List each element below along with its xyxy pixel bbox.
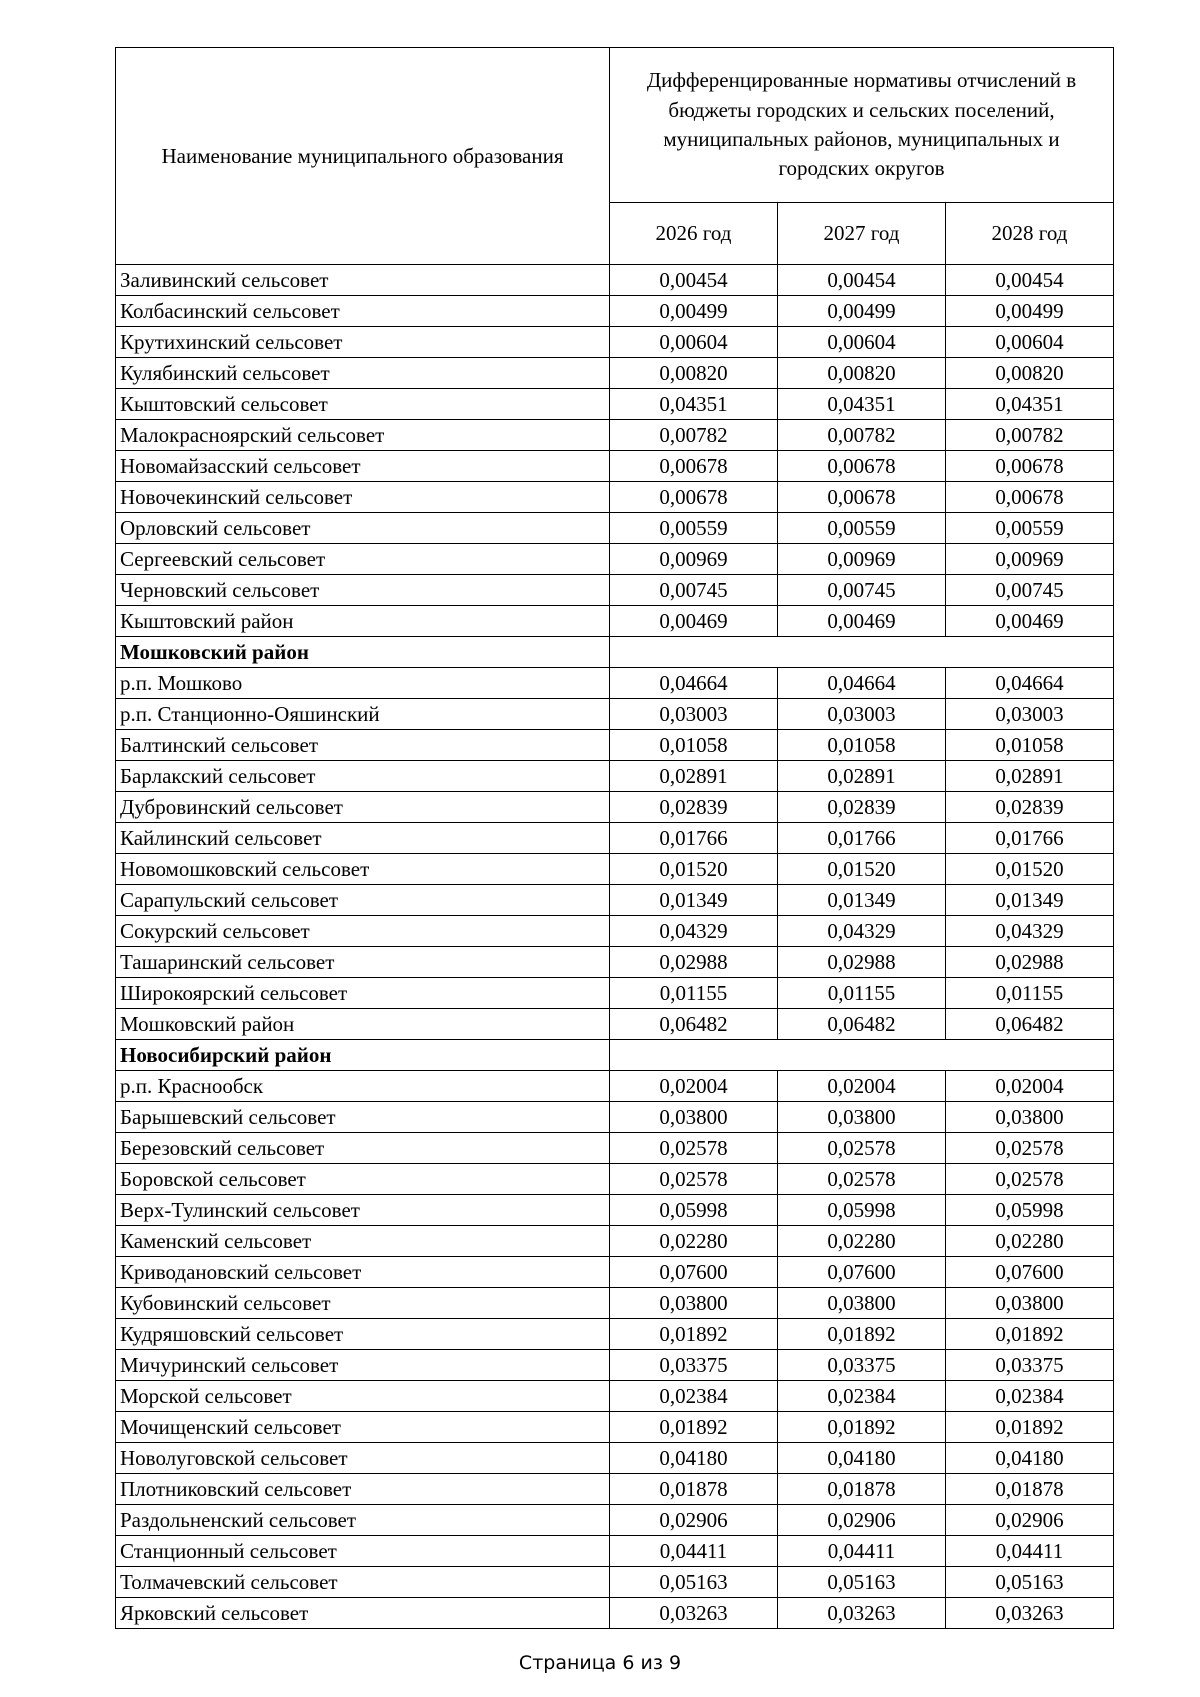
norm-value-cell: 0,02578 xyxy=(778,1164,946,1195)
header-municipality-name: Наименование муниципального образования xyxy=(116,48,610,265)
norm-value-cell: 0,01878 xyxy=(946,1474,1114,1505)
norm-value-cell: 0,01349 xyxy=(610,885,778,916)
norm-value-cell: 0,07600 xyxy=(778,1257,946,1288)
norm-value-cell: 0,01155 xyxy=(778,978,946,1009)
table-row xyxy=(116,854,1114,885)
norm-value-cell: 0,04329 xyxy=(610,916,778,947)
page-number: Страница 6 из 9 xyxy=(518,1652,682,1674)
municipality-name-cell: Балтинский сельсовет xyxy=(116,730,610,761)
norm-value-cell: 0,00678 xyxy=(946,482,1114,513)
norm-value-cell: 0,03375 xyxy=(610,1350,778,1381)
norm-value-cell: 0,04329 xyxy=(946,916,1114,947)
norm-value-cell: 0,03263 xyxy=(610,1598,778,1629)
section-header-row xyxy=(116,637,1114,668)
section-title: Мошковский район xyxy=(116,637,610,668)
norm-value-cell: 0,04329 xyxy=(778,916,946,947)
norm-value-cell: 0,00678 xyxy=(778,482,946,513)
norm-value-cell: 0,04664 xyxy=(610,668,778,699)
norm-value-cell: 0,02839 xyxy=(946,792,1114,823)
norm-value-cell: 0,01766 xyxy=(946,823,1114,854)
norm-value-cell: 0,01520 xyxy=(946,854,1114,885)
norm-value-cell: 0,02988 xyxy=(610,947,778,978)
norm-value-cell: 0,00559 xyxy=(778,513,946,544)
municipality-name-cell: Кудряшовский сельсовет xyxy=(116,1319,610,1350)
norm-value-cell: 0,01878 xyxy=(778,1474,946,1505)
norm-value-cell: 0,04180 xyxy=(610,1443,778,1474)
norm-value-cell: 0,00782 xyxy=(946,420,1114,451)
municipality-name-cell: Заливинский сельсовет xyxy=(116,265,610,296)
table-row xyxy=(116,327,1114,358)
norm-value-cell: 0,02839 xyxy=(610,792,778,823)
municipality-name-cell: Малокрасноярский сельсовет xyxy=(116,420,610,451)
norm-value-cell: 0,00469 xyxy=(610,606,778,637)
norm-value-cell: 0,01766 xyxy=(778,823,946,854)
municipality-name-cell: Морской сельсовет xyxy=(116,1381,610,1412)
header-year-2027: 2027 год xyxy=(778,203,946,265)
norm-value-cell: 0,00454 xyxy=(778,265,946,296)
table-row xyxy=(116,296,1114,327)
table-row xyxy=(116,823,1114,854)
municipality-name-cell: Дубровинский сельсовет xyxy=(116,792,610,823)
table-row xyxy=(116,1288,1114,1319)
table-row xyxy=(116,482,1114,513)
norm-value-cell: 0,00499 xyxy=(610,296,778,327)
norm-value-cell: 0,00969 xyxy=(610,544,778,575)
norm-value-cell: 0,04180 xyxy=(946,1443,1114,1474)
norm-value-cell: 0,01892 xyxy=(778,1412,946,1443)
table-row xyxy=(116,1164,1114,1195)
table-row xyxy=(116,265,1114,296)
norm-value-cell: 0,03263 xyxy=(778,1598,946,1629)
municipality-name-cell: Толмачевский сельсовет xyxy=(116,1567,610,1598)
table-row xyxy=(116,1195,1114,1226)
municipality-name-cell: Кыштовский район xyxy=(116,606,610,637)
norm-value-cell: 0,03263 xyxy=(946,1598,1114,1629)
norm-value-cell: 0,02578 xyxy=(778,1133,946,1164)
municipality-name-cell: Крутихинский сельсовет xyxy=(116,327,610,358)
table-row xyxy=(116,978,1114,1009)
norm-value-cell: 0,00745 xyxy=(946,575,1114,606)
norm-value-cell: 0,00745 xyxy=(778,575,946,606)
table-row xyxy=(116,1443,1114,1474)
norm-value-cell: 0,04411 xyxy=(610,1536,778,1567)
norm-value-cell: 0,00782 xyxy=(778,420,946,451)
norm-value-cell: 0,00820 xyxy=(778,358,946,389)
norm-value-cell: 0,06482 xyxy=(778,1009,946,1040)
municipality-name-cell: Боровской сельсовет xyxy=(116,1164,610,1195)
norm-value-cell: 0,00559 xyxy=(946,513,1114,544)
norm-value-cell: 0,02578 xyxy=(946,1164,1114,1195)
table-row xyxy=(116,389,1114,420)
norm-value-cell: 0,00745 xyxy=(610,575,778,606)
table-row xyxy=(116,1598,1114,1629)
table-row xyxy=(116,916,1114,947)
table-row xyxy=(116,1133,1114,1164)
norm-value-cell: 0,01892 xyxy=(778,1319,946,1350)
norm-value-cell: 0,05163 xyxy=(946,1567,1114,1598)
norm-value-cell: 0,05163 xyxy=(778,1567,946,1598)
norm-value-cell: 0,01520 xyxy=(778,854,946,885)
allocation-norms-table xyxy=(115,47,1114,1629)
municipality-name-cell: Ярковский сельсовет xyxy=(116,1598,610,1629)
norm-value-cell: 0,02004 xyxy=(946,1071,1114,1102)
municipality-name-cell: Мочищенский сельсовет xyxy=(116,1412,610,1443)
header-year-2028: 2028 год xyxy=(946,203,1114,265)
norm-value-cell: 0,01058 xyxy=(778,730,946,761)
norm-value-cell: 0,02988 xyxy=(946,947,1114,978)
norm-value-cell: 0,02384 xyxy=(778,1381,946,1412)
norm-value-cell: 0,00604 xyxy=(610,327,778,358)
norm-value-cell: 0,01155 xyxy=(610,978,778,1009)
municipality-name-cell: Широкоярский сельсовет xyxy=(116,978,610,1009)
norm-value-cell: 0,03800 xyxy=(778,1102,946,1133)
table-row xyxy=(116,761,1114,792)
norm-value-cell: 0,02839 xyxy=(778,792,946,823)
table-row xyxy=(116,792,1114,823)
municipality-name-cell: р.п. Мошково xyxy=(116,668,610,699)
norm-value-cell: 0,04411 xyxy=(946,1536,1114,1567)
norm-value-cell: 0,00678 xyxy=(946,451,1114,482)
norm-value-cell: 0,01058 xyxy=(610,730,778,761)
municipality-name-cell: Криводановский сельсовет xyxy=(116,1257,610,1288)
norm-value-cell: 0,00969 xyxy=(946,544,1114,575)
norm-value-cell: 0,02384 xyxy=(610,1381,778,1412)
norm-value-cell: 0,01892 xyxy=(610,1412,778,1443)
section-header-row xyxy=(116,1040,1114,1071)
table-row xyxy=(116,575,1114,606)
norm-value-cell: 0,06482 xyxy=(610,1009,778,1040)
norm-value-cell: 0,03800 xyxy=(610,1102,778,1133)
table-row xyxy=(116,1536,1114,1567)
norm-value-cell: 0,00820 xyxy=(946,358,1114,389)
norm-value-cell: 0,02280 xyxy=(610,1226,778,1257)
norm-value-cell: 0,04351 xyxy=(778,389,946,420)
norm-value-cell: 0,04664 xyxy=(946,668,1114,699)
municipality-name-cell: Березовский сельсовет xyxy=(116,1133,610,1164)
municipality-name-cell: Кубовинский сельсовет xyxy=(116,1288,610,1319)
norm-value-cell: 0,02906 xyxy=(946,1505,1114,1536)
norm-value-cell: 0,00969 xyxy=(778,544,946,575)
municipality-name-cell: Барышевский сельсовет xyxy=(116,1102,610,1133)
norm-value-cell: 0,02906 xyxy=(610,1505,778,1536)
municipality-name-cell: Сергеевский сельсовет xyxy=(116,544,610,575)
norm-value-cell: 0,00604 xyxy=(946,327,1114,358)
norm-value-cell: 0,03003 xyxy=(610,699,778,730)
norm-value-cell: 0,01892 xyxy=(946,1412,1114,1443)
municipality-name-cell: р.п. Станционно-Ояшинский xyxy=(116,699,610,730)
norm-value-cell: 0,01349 xyxy=(778,885,946,916)
norm-value-cell: 0,04411 xyxy=(778,1536,946,1567)
norm-value-cell: 0,04664 xyxy=(778,668,946,699)
table-row xyxy=(116,1474,1114,1505)
table-row xyxy=(116,1226,1114,1257)
municipality-name-cell: Мошковский район xyxy=(116,1009,610,1040)
norm-value-cell: 0,05163 xyxy=(610,1567,778,1598)
norm-value-cell: 0,02280 xyxy=(778,1226,946,1257)
table-row xyxy=(116,420,1114,451)
municipality-name-cell: Новомошковский сельсовет xyxy=(116,854,610,885)
municipality-name-cell: р.п. Краснообск xyxy=(116,1071,610,1102)
norm-value-cell: 0,02004 xyxy=(610,1071,778,1102)
table-row xyxy=(116,1102,1114,1133)
norm-value-cell: 0,01058 xyxy=(946,730,1114,761)
norm-value-cell: 0,00678 xyxy=(610,451,778,482)
norm-value-cell: 0,01520 xyxy=(610,854,778,885)
municipality-name-cell: Кулябинский сельсовет xyxy=(116,358,610,389)
norm-value-cell: 0,00499 xyxy=(946,296,1114,327)
norm-value-cell: 0,02384 xyxy=(946,1381,1114,1412)
norm-value-cell: 0,03800 xyxy=(778,1288,946,1319)
section-empty-cell xyxy=(610,637,1114,668)
norm-value-cell: 0,00454 xyxy=(946,265,1114,296)
table-row xyxy=(116,1381,1114,1412)
table-row xyxy=(116,451,1114,482)
municipality-name-cell: Раздольненский сельсовет xyxy=(116,1505,610,1536)
table-row xyxy=(116,1257,1114,1288)
municipality-name-cell: Новочекинский сельсовет xyxy=(116,482,610,513)
norm-value-cell: 0,02578 xyxy=(610,1164,778,1195)
norm-value-cell: 0,00469 xyxy=(778,606,946,637)
municipality-name-cell: Верх-Тулинский сельсовет xyxy=(116,1195,610,1226)
norm-value-cell: 0,01766 xyxy=(610,823,778,854)
norm-value-cell: 0,03375 xyxy=(946,1350,1114,1381)
table-row xyxy=(116,1505,1114,1536)
norm-value-cell: 0,00469 xyxy=(946,606,1114,637)
norm-value-cell: 0,03003 xyxy=(778,699,946,730)
header-allocation-norms: Дифференцированные нормативы отчислений в бюджеты городских и сельских поселений, муниципальных районов, муниципальных и городских округов xyxy=(610,48,1114,203)
norm-value-cell: 0,01349 xyxy=(946,885,1114,916)
norm-value-cell: 0,02280 xyxy=(946,1226,1114,1257)
norm-value-cell: 0,02891 xyxy=(946,761,1114,792)
norm-value-cell: 0,03003 xyxy=(946,699,1114,730)
table-row xyxy=(116,1009,1114,1040)
norm-value-cell: 0,00782 xyxy=(610,420,778,451)
norm-value-cell: 0,05998 xyxy=(946,1195,1114,1226)
table-row xyxy=(116,947,1114,978)
table-row xyxy=(116,1350,1114,1381)
norm-value-cell: 0,07600 xyxy=(610,1257,778,1288)
municipality-name-cell: Орловский сельсовет xyxy=(116,513,610,544)
table-row xyxy=(116,699,1114,730)
municipality-name-cell: Станционный сельсовет xyxy=(116,1536,610,1567)
norm-value-cell: 0,03375 xyxy=(778,1350,946,1381)
norm-value-cell: 0,02004 xyxy=(778,1071,946,1102)
norm-value-cell: 0,01892 xyxy=(610,1319,778,1350)
municipality-name-cell: Новомайзасский сельсовет xyxy=(116,451,610,482)
municipality-name-cell: Сарапульский сельсовет xyxy=(116,885,610,916)
norm-value-cell: 0,03800 xyxy=(946,1288,1114,1319)
table-row xyxy=(116,1567,1114,1598)
municipality-name-cell: Кыштовский сельсовет xyxy=(116,389,610,420)
norm-value-cell: 0,03800 xyxy=(946,1102,1114,1133)
norm-value-cell: 0,02891 xyxy=(778,761,946,792)
norm-value-cell: 0,05998 xyxy=(778,1195,946,1226)
norm-value-cell: 0,03800 xyxy=(610,1288,778,1319)
municipality-name-cell: Барлакский сельсовет xyxy=(116,761,610,792)
municipality-name-cell: Каменский сельсовет xyxy=(116,1226,610,1257)
norm-value-cell: 0,04351 xyxy=(946,389,1114,420)
norm-value-cell: 0,01878 xyxy=(610,1474,778,1505)
table-row xyxy=(116,730,1114,761)
section-empty-cell xyxy=(610,1040,1114,1071)
norm-value-cell: 0,00678 xyxy=(610,482,778,513)
norm-value-cell: 0,00454 xyxy=(610,265,778,296)
municipality-name-cell: Ташаринский сельсовет xyxy=(116,947,610,978)
municipality-name-cell: Кайлинский сельсовет xyxy=(116,823,610,854)
table-row xyxy=(116,1319,1114,1350)
norm-value-cell: 0,05998 xyxy=(610,1195,778,1226)
norm-value-cell: 0,06482 xyxy=(946,1009,1114,1040)
municipality-name-cell: Колбасинский сельсовет xyxy=(116,296,610,327)
norm-value-cell: 0,02578 xyxy=(946,1133,1114,1164)
norm-value-cell: 0,04180 xyxy=(778,1443,946,1474)
municipality-name-cell: Новолуговской сельсовет xyxy=(116,1443,610,1474)
municipality-name-cell: Плотниковский сельсовет xyxy=(116,1474,610,1505)
table-row xyxy=(116,668,1114,699)
table-row xyxy=(116,885,1114,916)
table-row xyxy=(116,1071,1114,1102)
norm-value-cell: 0,02906 xyxy=(778,1505,946,1536)
table-row xyxy=(116,358,1114,389)
header-year-2026: 2026 год xyxy=(610,203,778,265)
norm-value-cell: 0,07600 xyxy=(946,1257,1114,1288)
table-row xyxy=(116,606,1114,637)
municipality-name-cell: Сокурский сельсовет xyxy=(116,916,610,947)
norm-value-cell: 0,00499 xyxy=(778,296,946,327)
section-title: Новосибирский район xyxy=(116,1040,610,1071)
table-row xyxy=(116,513,1114,544)
norm-value-cell: 0,00604 xyxy=(778,327,946,358)
norm-value-cell: 0,00820 xyxy=(610,358,778,389)
norm-value-cell: 0,01892 xyxy=(946,1319,1114,1350)
table-body xyxy=(116,265,1114,1629)
municipality-name-cell: Черновский сельсовет xyxy=(116,575,610,606)
municipality-name-cell: Мичуринский сельсовет xyxy=(116,1350,610,1381)
norm-value-cell: 0,02578 xyxy=(610,1133,778,1164)
norm-value-cell: 0,02988 xyxy=(778,947,946,978)
norm-value-cell: 0,01155 xyxy=(946,978,1114,1009)
norm-value-cell: 0,00678 xyxy=(778,451,946,482)
norm-value-cell: 0,00559 xyxy=(610,513,778,544)
norm-value-cell: 0,04351 xyxy=(610,389,778,420)
table-row xyxy=(116,1412,1114,1443)
table-row xyxy=(116,544,1114,575)
norm-value-cell: 0,02891 xyxy=(610,761,778,792)
